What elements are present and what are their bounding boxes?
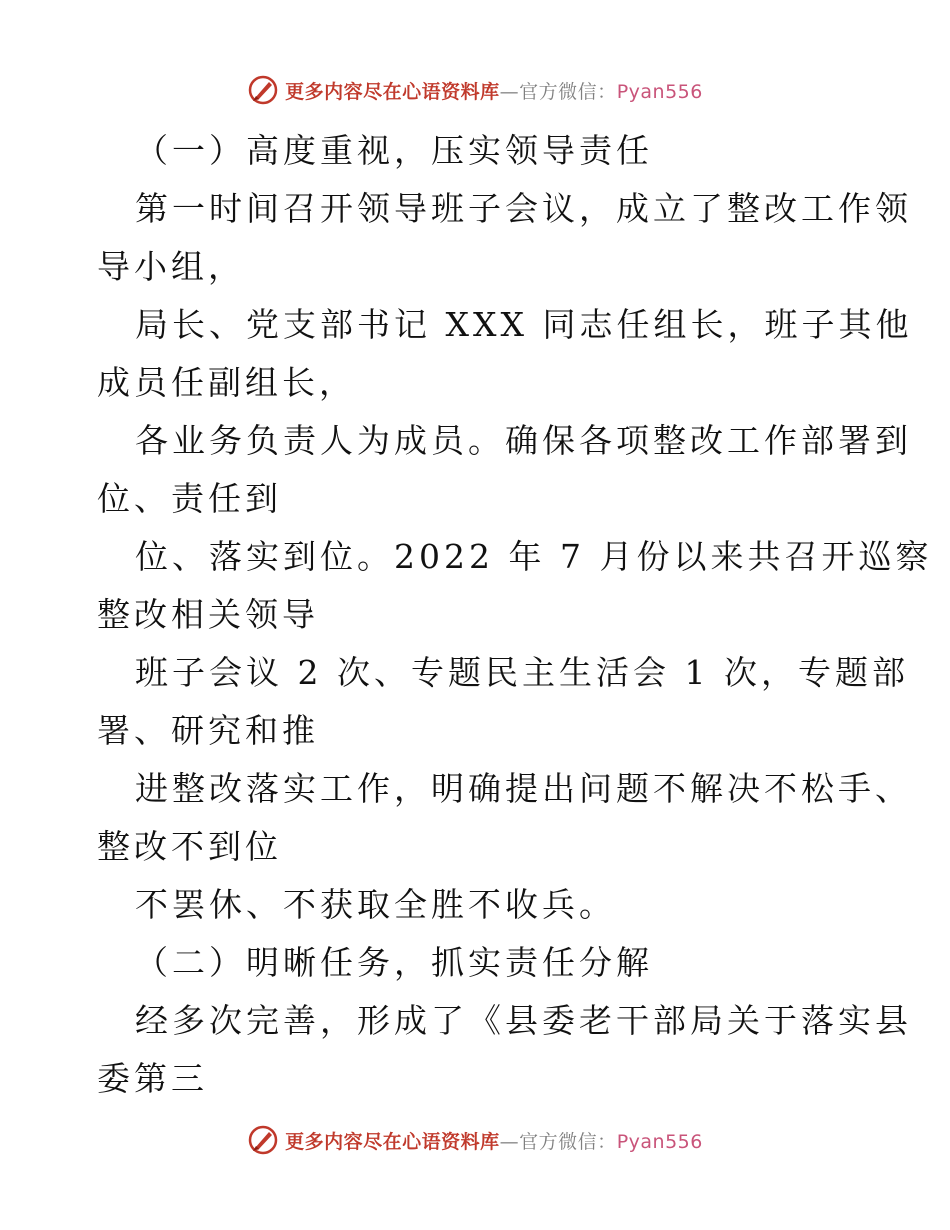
text-line: 经多次完善，形成了《县委老干部局关于落实县 <box>135 1001 912 1040</box>
text-line: 位、责任到 <box>97 479 282 518</box>
watermark-account: Pyan556 <box>616 1130 703 1153</box>
text-line: 导小组， <box>97 247 245 286</box>
text-line: 署、研究和推 <box>97 711 319 750</box>
watermark-label: 官方微信： <box>519 80 617 103</box>
watermark-text <box>285 77 703 104</box>
text-line: 成员任副组长， <box>97 363 356 402</box>
text-line: 整改不到位 <box>97 827 282 866</box>
watermark-label: 官方微信： <box>519 1130 617 1153</box>
watermark-account: Pyan556 <box>616 80 703 103</box>
text-line: 进整改落实工作，明确提出问题不解决不松手、 <box>135 769 912 808</box>
text-line: 位、落实到位。2022 年 7 月份以来共召开巡察 <box>135 537 933 576</box>
header-watermark <box>0 70 950 110</box>
text-line: 班子会议 2 次、专题民主生活会 1 次，专题部 <box>135 653 909 692</box>
footer-watermark <box>0 1120 950 1160</box>
text-line: 不罢休、不获取全胜不收兵。 <box>135 885 616 924</box>
quill-logo-icon <box>247 74 279 106</box>
text-line: （一）高度重视，压实领导责任 <box>135 131 653 170</box>
text-line: 局长、党支部书记 XXX 同志任组长，班子其他 <box>135 305 913 344</box>
quill-logo-icon <box>247 1124 279 1156</box>
watermark-separator: — <box>499 1130 520 1153</box>
watermark-main: 更多内容尽在心语资料库 <box>285 80 500 103</box>
text-line: 第一时间召开领导班子会议，成立了整改工作领 <box>135 189 912 228</box>
text-line: 各业务负责人为成员。确保各项整改工作部署到 <box>135 421 912 460</box>
document-body <box>97 122 933 1108</box>
text-line: 委第三 <box>97 1059 208 1098</box>
text-line: （二）明晰任务，抓实责任分解 <box>135 943 653 982</box>
watermark-main: 更多内容尽在心语资料库 <box>285 1130 500 1153</box>
watermark-text <box>285 1127 703 1154</box>
watermark-separator: — <box>499 80 520 103</box>
text-line: 整改相关领导 <box>97 595 319 634</box>
